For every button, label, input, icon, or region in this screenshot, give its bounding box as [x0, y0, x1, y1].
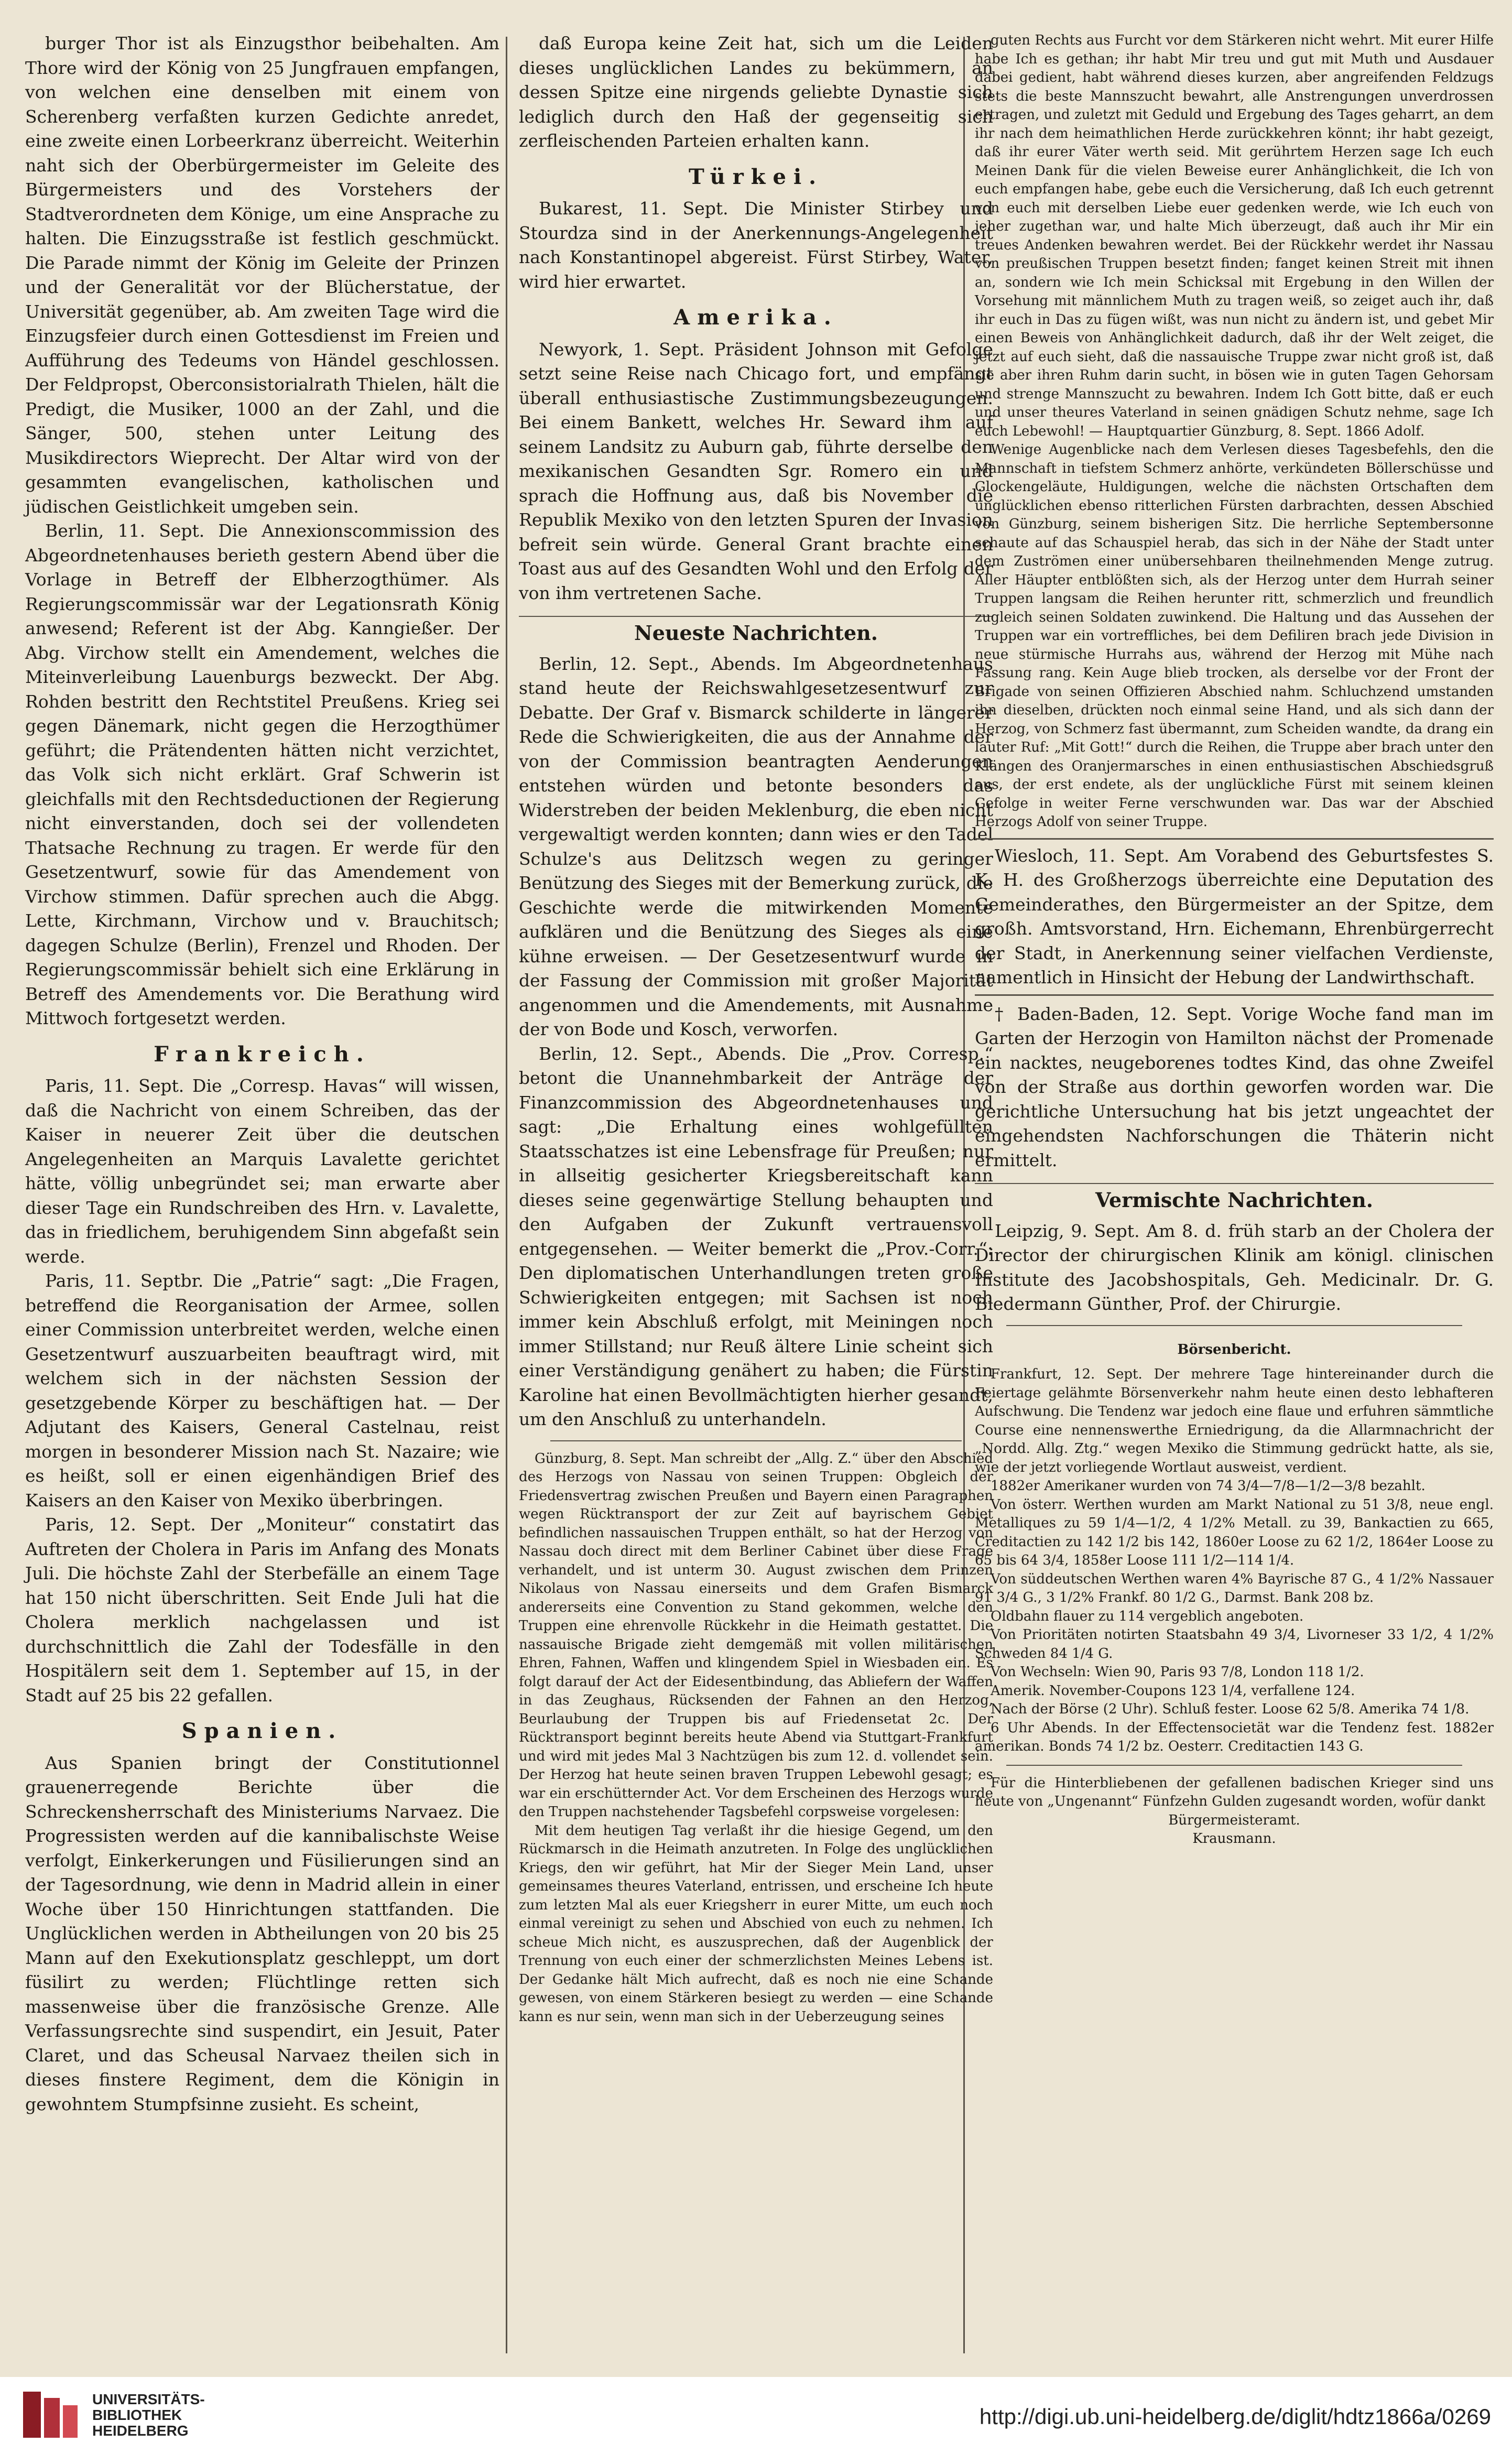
- article-paragraph-small: Von Wechseln: Wien 90, Paris 93 7/8, London 118 1/2.: [991, 1664, 1364, 1680]
- column-3: [975, 31, 1494, 1849]
- section-heading: Türkei.: [688, 164, 824, 189]
- library-name: [92, 2392, 205, 2439]
- article-paragraph: Berlin, 12. Sept., Abends. Die „Prov. Corresp.“ betont die Unannehmbarkeit der Anträge der Finanzcommission des Abgeordnetenhauses und sagt: „Die Erhaltung eines wohlgefüllten Staatsschatzes ist eine Lebensfrage für Preußen; nur in allseitig gesicherter Kriegsbereitschaft kann dieses seine gegenwärtige Stellung behaupten und den Aufgaben der Zukunft vertrauensvoll entgegensehen. — Weiter bemerkt die „Prov.-Corr.“: Den diplomatischen Unterhandlungen treten große Schwierigkeiten entgegen; mit Sachsen ist noch immer kein Abschluß erfolgt, mit Meiningen noch immer Stillstand; nur Reuß ältere Linie scheint sich einer Verständigung genähert zu haben; die Fürstin Karoline hat einen Bevollmächtigten hierher gesandt, um den Anschluß zu unterhandeln.: [519, 1043, 993, 1429]
- article-paragraph-small: Von österr. Werthen wurden am Markt National zu 51 3/8, neue engl. Metalliques zu 59 1/4—1/2, 4 1/2% Metall. zu 39, Bankactien zu 665, Creditactien zu 142 1/2 bis 142, 1860er Loose zu 62 1/2, 1864er Loose zu 65 bis 64 3/4, 1858er Loose 111 1/2—114 1/4.: [975, 1496, 1494, 1568]
- source-url-link[interactable]: http://digi.ub.uni-heidelberg.de/diglit/hdtz1866a/0269: [979, 2404, 1491, 2429]
- article-paragraph-small: guten Rechts aus Furcht vor dem Stärkeren nicht wehrt. Mit eurer Hilfe habe Ich es gethan; ihr habt Mir treu und gut mit Muth und Ausdauer dabei gedient, habt während dieses kurzen, aber angreifenden Feldzugs stets die beste Mannszucht bewahrt, alle Anstrengungen unverdrossen ertragen, und zuletzt mit Geduld und Ergebung des Tages geharrt, an dem ihr nach dem heimathlichen Herde zurückkehren könnt; ihr habt gezeigt, daß ihr eurer Väter werth seid. Mit gerührtem Herzen sage Ich euch Meinen Dank für die vielen Beweise eurer Anhänglichkeit, die Ich von euch empfangen habe, gebe euch die Versicherung, daß Ich euch getrennt von euch mit derselben Liebe euer gedenken werde, wie Ich euch von jeher zugethan war, und halte Mich überzeugt, daß auch ihr Mir ein treues Andenken bewahren werdet. Bei der Rückkehr werdet ihr Nassau von preußischen Truppen besetzt finden; fanget keinen Streit mit ihnen an, sondern wie Ich mein Schicksal mit Ergebung in den Willen der Vorsehung mit männlichem Muth zu tragen weiß, so zeiget auch ihr, daß ihr euch in Das zu fügen wißt, was nun nicht zu ändern ist, und gebet Mir einen Beweis von Anhänglichkeit dadurch, daß ihr der Welt zeiget, die jetzt auf euch sieht, daß die nassauische Truppe zwar nicht groß ist, daß sie aber ihren Ruhm darin sucht, in bösen wie in guten Tagen Gehorsam und strenge Mannszucht zu bewahren. Indem Ich Gott bitte, daß er euch und unser theures Vaterland in seinen gnädigen Schutz nehme, sage Ich euch Lebewohl! — Hauptquartier Günzburg, 8. Sept. 1866 Adolf.: [975, 32, 1494, 439]
- separator-line: [1006, 1325, 1462, 1326]
- article-paragraph-small: Mit dem heutigen Tag verlaßt ihr die hiesige Gegend, um den Rückmarsch in die Heimath anzutreten. In Folge des unglücklichen Kriegs, den wir geführt, hat Mir der Sieger Mein Land, unser gemeinsames theures Vaterland, entrissen, und erscheine Ich heute zum letzten Mal als euer Kriegsherr in eurer Mitte, um euch noch einmal vereinigt zu sehen und Abschied von euch zu nehmen. Ich scheue Mich nicht, es auszusprechen, daß der Augenblick der Trennung von euch einer der schmerzlichsten Meines Lebens ist. Der Gedanke hält Mich aufrecht, daß es noch nie eine Schande gewesen, von einem Stärkeren besiegt zu werden — eine Schande kann es nur sein, wenn man sich in der Ueberzeugung seines: [519, 1822, 993, 2025]
- library-name-line: UNIVERSITÄTS-: [92, 2391, 205, 2407]
- article-paragraph: Paris, 12. Sept. Der „Moniteur“ constatirt das Auftreten der Cholera in Paris im Anfang des Monats Juli. Die höchste Zahl der Sterbefälle an einem Tage hat 150 nicht überschritten. Seit Ende Juli hat die Cholera merklich nachgelassen und ist durchschnittlich die Zahl der Todesfälle in den Hospitälern seit dem 1. September auf 15, in der Stadt auf 25 bis 22 gefallen.: [25, 1514, 499, 1706]
- section-heading: Frankreich.: [154, 1041, 371, 1067]
- market-report-heading: Börsenbericht.: [1177, 1341, 1291, 1358]
- article-paragraph-small: Nach der Börse (2 Uhr). Schluß fester. Loose 62 5/8. Amerika 74 1/8.: [991, 1701, 1470, 1717]
- article-paragraph-small: Wenige Augenblicke nach dem Verlesen dieses Tagesbefehls, den die Mannschaft in tiefstem Schmerz anhörte, verkündeten Böllerschüsse und Glockengeläute, Huldigungen, welche die nächsten Ortschaften dem unglücklichen ebenso ritterlichen Fürsten darbrachten, dessen Abschied von Günzburg, seinem bisherigen Sitz. Die herrliche Septembersonne schaute auf das Schauspiel herab, das sich in der Nähe der Stadt unter dem Zuströmen einer unübersehbaren theilnehmenden Menge zutrug. Aller Häupter entblößten sich, als der Herzog unter dem Hurrah seiner Truppen langsam die Reihen herunter ritt, schmerzlich und freundlich zugleich seinen Soldaten zuwinkend. Die Haltung und das Aussehen der Truppen war ein vortreffliches, bei dem Defiliren brach jede Division in neue stürmische Hurrahs aus, während der Herzog mit Mühe nach Fassung rang. Kein Auge blieb trocken, als derselbe vor der Front der Brigade von seinen Offizieren Abschied nahm. Schluchzend umstanden ihn dieselben, drückten noch einmal seine Hand, und als sich dann der Herzog, von Schmerz fast übermannt, zum Scheiden wandte, da drang ein lauter Ruf: „Mit Gott!“ durch die Reihen, die Truppe aber brach unter den Klängen des Oranjermarsches in einen enthusiastischen Abschiedsgruß aus, der erst endete, als der unglückliche Fürst mit seinem kleinen Gefolge in weiter Ferne verschwunden war. Das war der Abschied Herzogs Adolf von seiner Truppe.: [975, 442, 1494, 830]
- article-paragraph: Berlin, 11. Sept. Die Annexionscommission des Abgeordnetenhauses berieth gestern Abend über die Vorlage in Betreff der Elbherzogthümer. Als Regierungscommissär war der Legationsrath König anwesend; Referent ist der Abg. Kanngießer. Der Abg. Virchow stellt ein Amendement, welches die Miteinverleibung Lauenburgs bezweckt. Der Abg. Rohden bestritt den Rechtstitel Preußens. Krieg sei gegen Dänemark, nicht gegen die Herzogthümer geführt; die Prätendenten hätten nicht verzichtet, das Volk sich nicht erklärt. Graf Schwerin ist gleichfalls mit den Rechtsdeductionen der Regierung nicht einverstanden, doch sei der vollendeten Thatsache Rechnung zu tragen. Er werde für den Gesetzentwurf, sowie für das Amendement von Virchow stimmen. Dafür sprechen auch die Abgg. Lette, Kirchmann, Virchow und v. Brauchitsch; dagegen Schulze (Berlin), Frenzel und Rhoden. Der Regierungscommissär behielt sich eine Erklärung in Betreff des Amendements vor. Die Berathung wird Mittwoch fortgesetzt werden.: [25, 520, 499, 1028]
- article-paragraph-small: 1882er Amerikaner wurden von 74 3/4—7/8—1/2—3/8 bezahlt.: [991, 1478, 1426, 1494]
- article-paragraph: Newyork, 1. Sept. Präsident Johnson mit Gefolge setzt seine Reise nach Chicago fort, und empfängt überall enthusiastische Zustimmungsbezeugungen. Bei einem Bankett, welches Hr. Seward ihm auf seinem Landsitz zu Auburn gab, führte derselbe den mexikanischen Gesandten Sgr. Romero ein und sprach die Hoffnung aus, daß bis November die Republik Mexiko von den letzten Spuren der Invasion befreit sein würde. General Grant brachte einen Toast aus auf des Gesandten Wohl und den Erfolg der von ihm vertretenen Sache.: [519, 339, 993, 603]
- section-heading: Amerika.: [673, 305, 839, 330]
- article-paragraph: † Baden-Baden, 12. Sept. Vorige Woche fand man im Garten der Herzogin von Hamilton nächst der Promenade ein nacktes, neugeborenes todtes Kind, das ohne Zweifel von der Straße aus dorthin geworfen worden war. Die gerichtliche Untersuchung hat bis jetzt ungeachtet der eingehendsten Nachforschungen die Thäterin nicht ermittelt.: [975, 1003, 1494, 1170]
- boxed-article: Wiesloch, 11. Sept. Am Vorabend des Geburtsfestes S. K. H. des Großherzogs überreichte eine Deputation des Gemeinderathes, den Bürgermeister an der Spitze, dem großh. Amtsvorstand, Hrn. Eichemann, Ehrenbürgerrecht der Stadt, in Anerkennung seiner vielfachen Verdienste, namentlich in Hinsicht der Hebung der Landwirthschaft.: [975, 838, 1494, 996]
- column-1: [25, 31, 499, 2116]
- news-heading: Neueste Nachrichten.: [519, 616, 993, 646]
- article-paragraph: Berlin, 12. Sept., Abends. Im Abgeordnetenhaus stand heute der Reichswahlgesetzesentwurf zur Debatte. Der Graf v. Bismarck schilderte in längerer Rede die Schwierigkeiten, die aus der Annahme der von der Commission beantragten Aenderungen entstehen würden und betonte besonders das Widerstreben der beiden Meklenburg, die eben nicht vergewaltigt werden konnten; dann wies er den Tadel Schulze's aus Delitzsch wegen zu geringer Benützung des Sieges mit der Bemerkung zurück, die Geschichte werde die mitwirkenden Momente aufklären und die Benützung des Sieges als eine kühne erweisen. — Der Gesetzesentwurf wurde in der Fassung der Commission mit großer Majorität angenommen und die Amendements, mit Ausnahme der von Bode und Kosch, verworfen.: [519, 653, 993, 1039]
- separator-line: [550, 1440, 962, 1441]
- article-paragraph-small: Von süddeutschen Werthen waren 4% Bayrische 87 G., 4 1/2% Nassauer 91 3/4 G., 3 1/2% Frankf. 80 1/2 G., Darmst. Bank 208 bz.: [975, 1571, 1494, 1605]
- article-paragraph-small: Für die Hinterbliebenen der gefallenen badischen Krieger sind uns heute von „Ungenannt“ Fünfzehn Gulden zugesandt worden, wofür dankt: [975, 1775, 1494, 1809]
- signature-line: Bürgermeisteramt.: [1168, 1812, 1300, 1828]
- news-heading: Vermischte Nachrichten.: [975, 1183, 1494, 1213]
- column-2: [519, 31, 993, 2026]
- article-paragraph: Aus Spanien bringt der Constitutionnel grauenerregende Berichte über die Schreckensherrschaft des Ministeriums Narvaez. Die Progressisten werden auf die kannibalischste Weise verfolgt, Einkerkerungen und Füsilierungen sind an der Tagesordnung, wie denn in Madrid allein in einer Woche über 150 Hinrichtungen stattfanden. Die Unglücklichen werden in Abtheilungen von 20 bis 25 Mann auf den Exekutionsplatz geschleppt, um dort füsilirt zu werden; Flüchtlinge retten sich massenweise über die französische Grenze. Alle Verfassungsrechte sind suspendirt, ein Jesuit, Pater Claret, und das Scheusal Narvaez theilen sich in dieses finstere Regiment, dem die Königin in gewohntem Stumpfsinne zusieht. Es scheint,: [25, 1752, 499, 2114]
- footer-bar: [0, 2377, 1512, 2454]
- article-paragraph-small: 6 Uhr Abends. In der Effectensocietät war die Tendenz fest. 1882er amerikan. Bonds 74 1/2 bz. Oesterr. Creditactien 143 G.: [975, 1720, 1494, 1754]
- library-name-line: HEIDELBERG: [92, 2423, 189, 2439]
- separator-line: [1006, 1765, 1462, 1766]
- column-rule: [506, 37, 507, 2353]
- article-paragraph-small: Günzburg, 8. Sept. Man schreibt der „Allg. Z.“ über den Abschied des Herzogs von Nassau von seinen Truppen: Obgleich der Friedensvertrag zwischen Preußen und Bayern einen Paragraphen wegen Rücktransport der zur Zeit auf bayrischem Gebiet befindlichen nassauischen Truppen enthält, so hat der Herzog von Nassau doch direct mit dem Berliner Cabinet über diese Frage verhandelt, und ist unterm 30. August zwischen dem Prinzen Nikolaus von Nassau einerseits und dem Grafen Bismarck andererseits eine Convention zu Stand gekommen, welche den Truppen eine ehrenvolle Rückkehr in die Heimath gestattet. Die nassauische Brigade zieht demgemäß mit vollen militärischen Ehren, Fahnen, Waffen und klingendem Spiel in Wiesbaden ein. Es folgt darauf der Act der Eidesentbindung, das Abliefern der Waffen in das Zeughaus, Rücksenden der Fahnen an den Herzog, Beurlaubung der Truppen bis auf Friedensetat 2c. Der Rücktransport beginnt bereits heute Abend via Stuttgart-Frankfurt und wird mit jedes Mal 3 Nachtzügen bis zum 12. d. vollendet sein. Der Herzog hat heute seinen braven Truppen Lebewohl gesagt; es war ein erschütternder Act. Vor dem Erscheinen des Herzogs wurde den Truppen nachstehender Tagsbefehl corpsweise vorgelesen:: [519, 1450, 993, 1820]
- article-paragraph-small: Oldbahn flauer zu 114 vergeblich angeboten.: [991, 1608, 1304, 1624]
- article-paragraph: burger Thor ist als Einzugsthor beibehalten. Am Thore wird der König von 25 Jungfrauen empfangen, von welchen eine denselben mit einem von Scherenberg verfaßten kurzen Gedichte anredet, eine zweite einen Lorbeerkranz überreicht. Weiterhin naht sich der Oberbürgermeister im Geleite des Bürgermeisters und des Vorstehers der Stadtverordneten dem Könige, um eine Ansprache zu halten. Die Einzugsstraße ist festlich geschmückt. Die Parade nimmt der König im Geleite der Prinzen und der Generalität vor der Blücherstatue, der Universität gegenüber, ab. Am zweiten Tage wird die Einzugsfeier durch einen Gottesdienst im Freien und Aufführung des Tedeums von Händel geschlossen. Der Feldpropst, Oberconsistorialrath Thielen, hält die Predigt, die Musiker, 1000 an der Zahl, und die Sänger, 500, stehen unter Leitung des Musikdirectors Wieprecht. Der Altar wird von der gesammten evangelischen, katholischen und jüdischen Geistlichkeit umgeben sein.: [25, 33, 499, 517]
- article-paragraph: Paris, 11. Sept. Die „Corresp. Havas“ will wissen, daß die Nachricht von einem Schreiben, das der Kaiser in neuerer Zeit über die deutschen Angelegenheiten an Marquis Lavalette gerichtet hätte, völlig unbegründet sei; man erwarte aber dieser Tage ein Rundschreiben des Hrn. v. Lavalette, das in friedlichem, beruhigendem Sinn abgefaßt sein werde.: [25, 1076, 499, 1267]
- section-heading: Spanien.: [181, 1719, 343, 1743]
- article-paragraph: Bukarest, 11. Sept. Die Minister Stirbey und Stourdza sind in der Anerkennungs-Angelegenheit nach Konstantinopel abgereist. Fürst Stirbey, Water, wird hier erwartet.: [519, 198, 993, 292]
- article-paragraph: Leipzig, 9. Sept. Am 8. d. früh starb an der Cholera der Director der chirurgischen Klinik am königl. clinischen Institute des Jacobshospitals, Geh. Medicinalr. Dr. G. Biedermann Günther, Prof. der Chirurgie.: [975, 1220, 1494, 1314]
- university-library-logo-icon: [19, 2387, 82, 2443]
- article-paragraph-small: Frankfurt, 12. Sept. Der mehrere Tage hintereinander durch die Feiertage gelähmte Börsenverkehr nahm heute einen desto lebhafteren Aufschwung. Die Tendenz war jedoch eine flaue und erfuhren sämmtliche Course eine nennenswerthe Erniedrigung, da die Allarmnachricht der „Nordd. Allg. Ztg.“ wegen Mexiko die Stimmung gedrückt hatte, als sie, wie der jetzt vorliegende Wortlaut ausweist, verdient.: [975, 1366, 1494, 1475]
- article-paragraph: daß Europa keine Zeit hat, sich um die Leiden dieses unglücklichen Landes zu bekümmern, an dessen Spitze eine nirgends geliebte Dynastie sich lediglich durch den Haß der gegenseitig sich zerfleischenden Parteien erhalten kann.: [519, 33, 993, 151]
- library-name-line: BIBLIOTHEK: [92, 2407, 182, 2423]
- article-paragraph-small: Von Prioritäten notirten Staatsbahn 49 3/4, Livorneser 33 1/2, 4 1/2% Schweden 84 1/4 G.: [975, 1627, 1494, 1662]
- article-paragraph-small: Amerik. November-Coupons 123 1/4, verfallene 124.: [991, 1682, 1355, 1699]
- signature-line: Krausmann.: [1192, 1831, 1276, 1847]
- article-paragraph: Paris, 11. Septbr. Die „Patrie“ sagt: „Die Fragen, betreffend die Reorganisation der Armee, sollen einer Commission unterbreitet werden, welche einen Gesetzentwurf auszuarbeiten beauftragt wird, mit welchem sich in der nächsten Session der gesetzgebende Körper zu beschäftigen hat. — Der Adjutant des Kaisers, General Castelnau, reist morgen in besonderer Mission nach St. Nazaire; wie es heißt, soll er einen eigenhändigen Brief des Kaisers an den Kaiser von Mexiko überbringen.: [25, 1271, 499, 1511]
